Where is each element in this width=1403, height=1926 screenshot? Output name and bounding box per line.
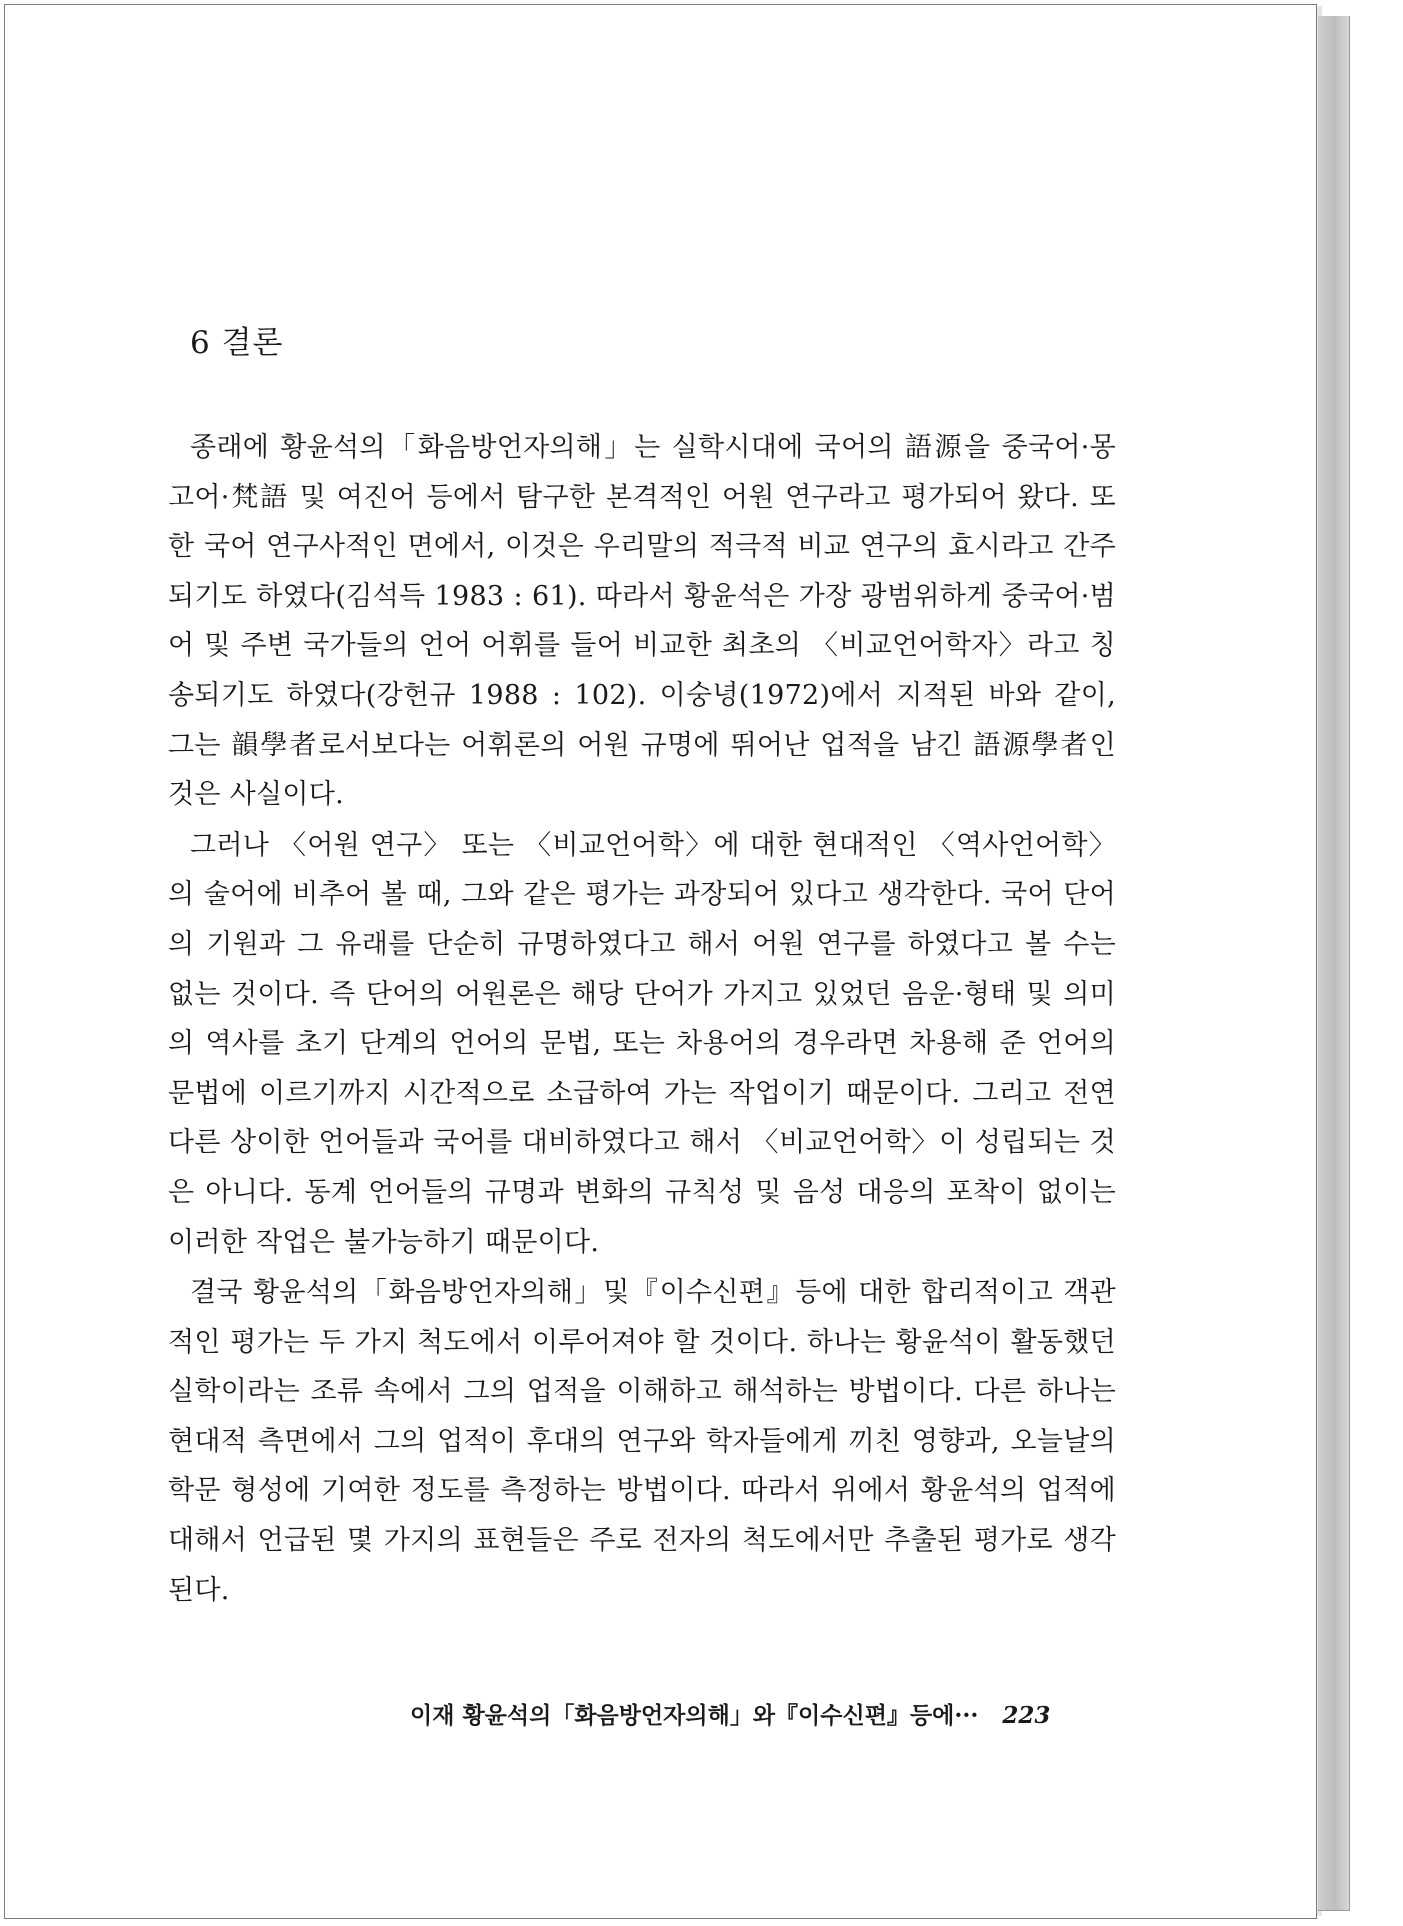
paragraph-1: 종래에 황윤석의「화음방언자의해」는 실학시대에 국어의 語源을 중국어·몽고어·梵語 및 여진어 등에서 탐구한 본격적인 어원 연구라고 평가되어 왔다. 또한 국어 연구사적인 면에서, 이것은 우리말의 적극적 비교 연구의 효시라고 간주되기도 하였다(김석득 1983 : 61). 따라서 황윤석은 가장 광범위하게 중국어·범어 및 주변 국가들의 언어 어휘를 들어 비교한 최초의 〈비교언어학자〉라고 칭송되기도 하였다(강헌규 1988 : 102). 이숭녕(1972)에서 지적된 바와 같이, 그는 韻學者로서보다는 어휘론의 어원 규명에 뛰어난 업적을 남긴 語源學者인 것은 사실이다. — [168, 432, 1116, 811]
page-number: 223 — [1002, 1702, 1051, 1729]
section-heading: 6 결론 — [190, 325, 284, 361]
book-page — [4, 4, 1317, 1919]
paragraph-2: 그러나 〈어원 연구〉 또는 〈비교언어학〉에 대한 현대적인 〈역사언어학〉의 술어에 비추어 볼 때, 그와 같은 평가는 과장되어 있다고 생각한다. 국어 단어의 기원과 그 유래를 단순히 규명하였다고 해서 어원 연구를 하였다고 볼 수는 없는 것이다. 즉 단어의 어원론은 해당 단어가 가지고 있었던 음운·형태 및 의미의 역사를 초기 단계의 언어의 문법, 또는 차용어의 경우라면 차용해 준 언어의 문법에 이르기까지 시간적으로 소급하여 가는 작업이기 때문이다. 그리고 전연 다른 상이한 언어들과 국어를 대비하였다고 해서 〈비교언어학〉이 성립되는 것은 아니다. 동계 언어들의 규명과 변화의 규칙성 및 음성 대응의 포착이 없이는 이러한 작업은 불가능하기 때문이다. — [168, 829, 1116, 1258]
page-stack-edge — [1318, 16, 1350, 1911]
page-content — [168, 323, 1116, 1615]
running-footer — [410, 1698, 1090, 1734]
running-footer-title: 이재 황윤석의「화음방언자의해」와『이수신편』등에··· — [410, 1702, 979, 1729]
paragraph-3: 결국 황윤석의「화음방언자의해」및『이수신편』등에 대한 합리적이고 객관적인 평가는 두 가지 척도에서 이루어져야 할 것이다. 하나는 황윤석이 활동했던 실학이라는 조류 속에서 그의 업적을 이해하고 해석하는 방법이다. 다른 하나는 현대적 측면에서 그의 업적이 후대의 연구와 학자들에게 끼친 영향과, 오늘날의 학문 형성에 기여한 정도를 측정하는 방법이다. 따라서 위에서 황윤석의 업적에 대해서 언급된 몇 가지의 표현들은 주로 전자의 척도에서만 추출된 평가로 생각된다. — [168, 1277, 1116, 1606]
